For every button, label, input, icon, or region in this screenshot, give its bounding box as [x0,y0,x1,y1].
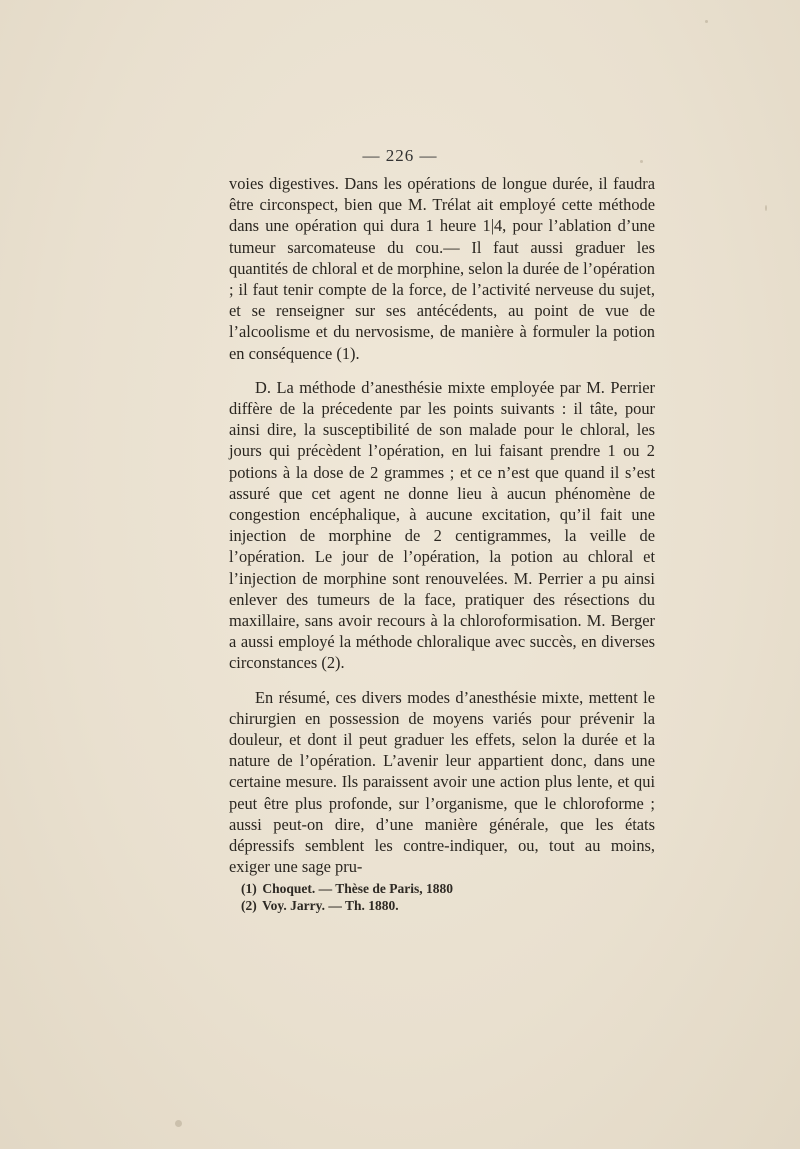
footnote-mark: (1) [241,881,257,896]
paper-speck [705,20,708,23]
body-text [229,173,655,878]
paper-speck [640,160,643,163]
paper-speck [765,205,767,211]
footnote-1 [241,880,621,897]
footnote-text: Voy. Jarry. — Th. 1880. [262,898,399,913]
footnotes [241,880,621,914]
paragraph-continuation: voies digestives. Dans les opérations de longue durée, il faudra être circonspect, bien que M. Trélat ait employé cette méthode dans une opération qui dura 1 heure 1|4, pour l’ablation d’une tumeur sarcomateuse du cou.— Il faut aussi graduer les quantités de chloral et de morphine, selon la durée de l’opération ; il faut tenir compte de la force, de l’activité nerveuse du sujet, et se renseigner sur ses antécédents, au point de vue de l’alcoolisme et du nervosisme, de manière à formuler la potion en conséquence (1). [229,174,655,363]
footnote-text: Choquet. — Thèse de Paris, 1880 [262,881,454,896]
paper-speck [175,1120,182,1127]
paragraph-method-d: D. La méthode d’anesthésie mixte employée par M. Perrier diffère de la précedente par les points suivants : il tâte, pour ainsi dire, la susceptibilité de son malade pour le chloral, les jours qui précèdent l’opération, en lui faisant prendre 1 ou 2 potions à la dose de 2 grammes ; et ce n’est que quand il s’est assuré que cet agent ne donne lieu à aucun phénomène de congestion encéphalique, à aucune excitation, qu’il fait une injection de morphine de 2 centigrammes, la veille de l’opération. Le jour de l’opération, la potion au chloral et l’injection de morphine sont renouvelées. M. Perrier a pu ainsi enlever des tumeurs de la face, pratiquer des résections du maxillaire, sans avoir recours à la chloroformisation. M. Berger a aussi employé la méthode chloralique avec succès, en diverses circonstances (2). [229,377,655,673]
footnote-mark: (2) [241,898,257,913]
paragraph-summary: En résumé, ces divers modes d’anesthésie mixte, mettent le chirurgien en possession de moyens variés pour prévenir la douleur, et dont il peut graduer les effets, selon la durée et la nature de l’opération. L’avenir leur appartient donc, dans une certaine mesure. Ils paraissent avoir une action plus lente, et qui peut être plus profonde, sur l’organisme, que le chloroforme ; aussi peut-on dire, d’une manière générale, que les états dépressifs semblent les contre-indiquer, ou, tout au moins, exiger une sage pru- [229,687,655,877]
footnote-2 [241,897,621,914]
page-number: — 226 — [362,146,438,165]
